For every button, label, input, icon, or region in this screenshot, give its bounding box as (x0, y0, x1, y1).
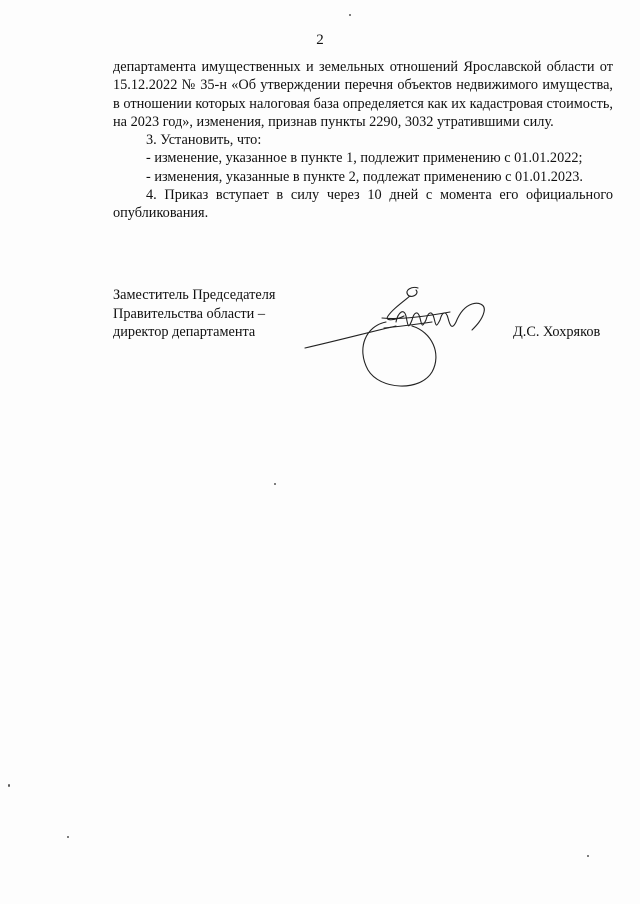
paragraph-item-3-dash-1: - изменение, указанное в пункте 1, подлежит применению с 01.01.2022; (146, 150, 583, 167)
paragraph-item-3: 3. Установить, что: (146, 132, 262, 149)
page-number: 2 (316, 32, 324, 48)
signatory-title-line-2: Правительства области – (113, 305, 266, 322)
scan-speck (587, 855, 589, 857)
handwritten-signature (300, 282, 500, 397)
scan-speck (349, 14, 351, 16)
paragraph-item-4: 4. Приказ вступает в силу через 10 дней с момента его официального опубликования. (113, 187, 613, 222)
signatory-title-line-3: директор департамента (113, 324, 256, 341)
signatory-title-line-1: Заместитель Председателя (113, 287, 276, 303)
scan-speck (67, 836, 69, 838)
scan-speck (274, 483, 276, 485)
document-body (113, 58, 613, 223)
scan-speck (8, 784, 10, 787)
paragraph-item-3-dash-2: - изменения, указанные в пункте 2, подлежат применению с 01.01.2023. (146, 168, 583, 185)
paragraph-continuation: департамента имущественных и земельных отношений Ярославской области от 15.12.2022 № 35-н «Об утверждении перечня объектов недвижимого имущества, в отношении которых налоговая база определяется как их кадастровая стоимость, на 2023 год», изменения, признав пункты 2290, 3032 утратившими силу. (113, 59, 613, 130)
signatory-name: Д.С. Хохряков (513, 324, 601, 340)
signatory-title (113, 286, 275, 342)
